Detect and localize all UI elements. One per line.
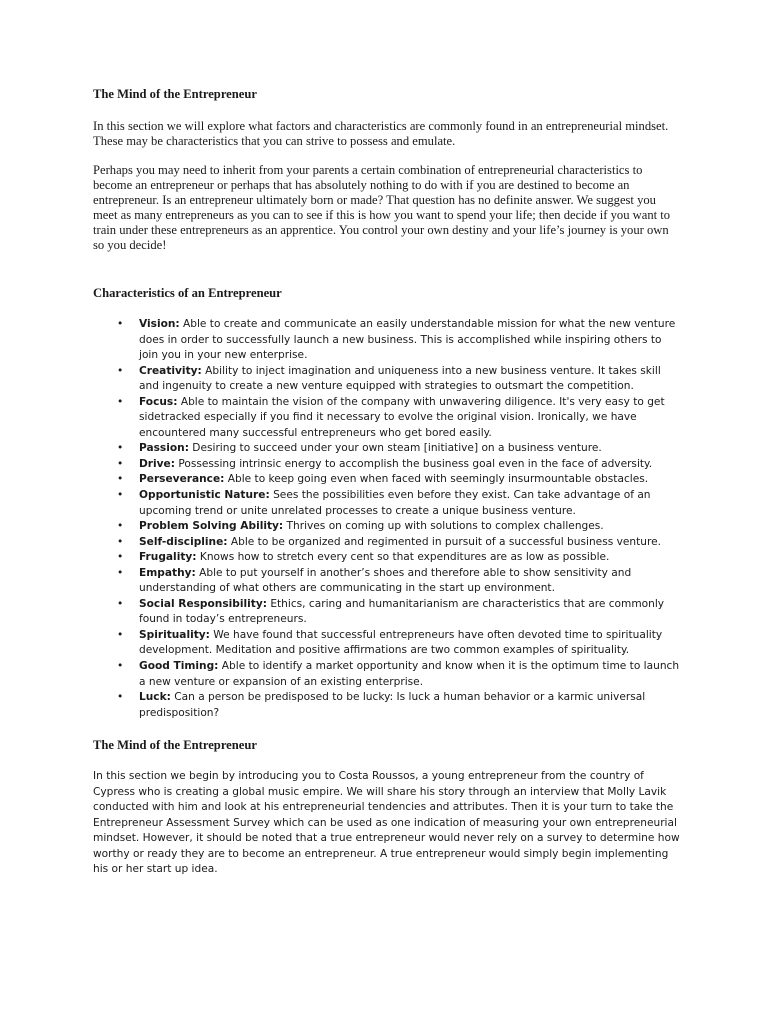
bullet-icon: •	[117, 691, 124, 704]
bullet-icon: •	[117, 457, 124, 470]
list-item	[93, 535, 683, 551]
bullet-icon: •	[117, 364, 124, 377]
characteristic-term: Vision:	[139, 318, 180, 330]
characteristic-term: Self-discipline:	[139, 535, 228, 548]
characteristic-term: Empathy:	[139, 566, 196, 579]
section-heading-characteristics: Characteristics of an Entrepreneur	[93, 286, 282, 300]
characteristic-description: Thrives on coming up with solutions to complex challenges.	[283, 520, 604, 533]
list-item	[93, 441, 683, 457]
section-heading-mind: The Mind of the Entrepreneur	[93, 87, 257, 101]
characteristic-term: Good Timing:	[139, 660, 219, 673]
list-item	[93, 488, 683, 519]
list-item	[93, 472, 683, 488]
bullet-icon: •	[117, 660, 124, 673]
characteristic-description: Able to keep going even when faced with seemingly insurmountable obstacles.	[224, 473, 649, 486]
bullet-icon: •	[117, 442, 124, 455]
intro-paragraph-1: In this section we will explore what factors and characteristics are commonly found in an entrepreneurial mindset. These may be characteristics that you can strive to possess and emulate.	[93, 119, 669, 148]
characteristic-description: Desiring to succeed under your own steam [initiative] on a business venture.	[188, 442, 602, 455]
characteristic-term: Focus:	[139, 395, 178, 408]
characteristic-description: We have found that successful entrepreneurs have often devoted time to spirituality development. Meditation and positive affirmations are two common examples of spirituality.	[139, 628, 663, 657]
bullet-icon: •	[117, 489, 124, 502]
characteristic-term: Creativity:	[139, 364, 202, 377]
list-item	[93, 457, 683, 473]
characteristic-description: Able to be organized and regimented in pursuit of a successful business venture.	[227, 535, 661, 548]
bullet-icon: •	[117, 535, 124, 548]
characteristic-term: Luck:	[139, 691, 171, 704]
characteristic-description: Sees the possibilities even before they exist. Can take advantage of an upcoming trend or unite unrelated processes to create a unique business venture.	[139, 489, 651, 517]
characteristic-description: Knows how to stretch every cent so that expenditures are as low as possible.	[196, 551, 610, 564]
bullet-icon: •	[117, 597, 124, 610]
list-item	[93, 364, 683, 395]
characteristic-term: Drive:	[139, 457, 175, 470]
characteristic-description: Able to create and communicate an easily understandable mission for what the new venture does in order to successfully launch a new business. This is accomplished while inspiring others to join you in your new enterprise.	[139, 318, 676, 362]
closing-paragraph: In this section we begin by introducing you to Costa Roussos, a young entrepreneur from the country of Cypress who is creating a global music empire. We will share his story through an interview that Molly Lavik conducted with him and look at his entrepreneurial tendencies and attributes. Then it is your turn to take the Entrepreneur Assessment Survey which can be used as one indication of measuring your own entrepreneurial mindset. However, it should be noted that a true entrepreneur would never rely on a survey to determine how worthy or ready they are to become an entrepreneur. A true entrepreneur would simply begin implementing his or her start up idea.	[93, 770, 680, 876]
bullet-icon: •	[117, 395, 124, 408]
characteristics-list	[93, 317, 683, 721]
characteristic-term: Opportunistic Nature:	[139, 489, 270, 502]
list-item	[93, 519, 683, 535]
list-item	[93, 597, 683, 628]
section-heading-mind-2: The Mind of the Entrepreneur	[93, 738, 257, 752]
characteristic-term: Perseverance:	[139, 473, 225, 486]
characteristic-term: Spirituality:	[139, 628, 210, 641]
characteristic-description: Possessing intrinsic energy to accomplish the business goal even in the face of adversity.	[174, 457, 653, 470]
list-item	[93, 550, 683, 566]
intro-paragraph-2: Perhaps you may need to inherit from your parents a certain combination of entrepreneurial characteristics to become an entrepreneur or perhaps that has absolutely nothing to do with if you are destined to become an entrepreneur. Is an entrepreneur ultimately born or made? That question has no definite answer. We suggest you meet as many entrepreneurs as you can to see if this is how you want to spend your life; then decide if you want to train under these entrepreneurs as an apprentice. You control your own destiny and your life’s journey is your own so you decide!	[93, 163, 671, 252]
characteristic-term: Passion:	[139, 442, 189, 455]
bullet-icon: •	[117, 628, 124, 641]
characteristic-term: Frugality:	[139, 551, 197, 564]
bullet-icon: •	[117, 551, 124, 564]
characteristic-description: Able to identify a market opportunity and know when it is the optimum time to launch a new venture or expansion of an existing enterprise.	[139, 660, 680, 688]
bullet-icon: •	[117, 520, 124, 533]
list-item	[93, 317, 683, 364]
characteristic-description: Can a person be predisposed to be lucky: Is luck a human behavior or a karmic universal predisposition?	[139, 691, 646, 719]
bullet-icon: •	[117, 318, 124, 330]
list-item	[93, 566, 683, 597]
characteristic-term: Social Responsibility:	[139, 597, 267, 610]
characteristic-term: Problem Solving Ability:	[139, 520, 284, 533]
characteristic-description: Able to put yourself in another’s shoes and therefore able to show sensitivity and understanding of what others are communicating in the start up environment.	[139, 566, 632, 595]
list-item	[93, 395, 683, 442]
characteristic-description: Ability to inject imagination and uniqueness into a new business venture. It takes skill and ingenuity to create a new venture equipped with strategies to outsmart the competition.	[139, 364, 661, 393]
bullet-icon: •	[117, 473, 124, 486]
characteristic-description: Ethics, caring and humanitarianism are characteristics that are commonly found in today’s entrepreneurs.	[139, 597, 665, 626]
list-item	[93, 659, 683, 690]
bullet-icon: •	[117, 566, 124, 579]
list-item	[93, 628, 683, 659]
list-item	[93, 690, 683, 721]
characteristic-description: Able to maintain the vision of the company with unwavering diligence. It's very easy to get sidetracked especially if you find it necessary to evolve the original vision. Ironically, we have encountered many successful entrepreneurs who get bored easily.	[139, 395, 665, 439]
